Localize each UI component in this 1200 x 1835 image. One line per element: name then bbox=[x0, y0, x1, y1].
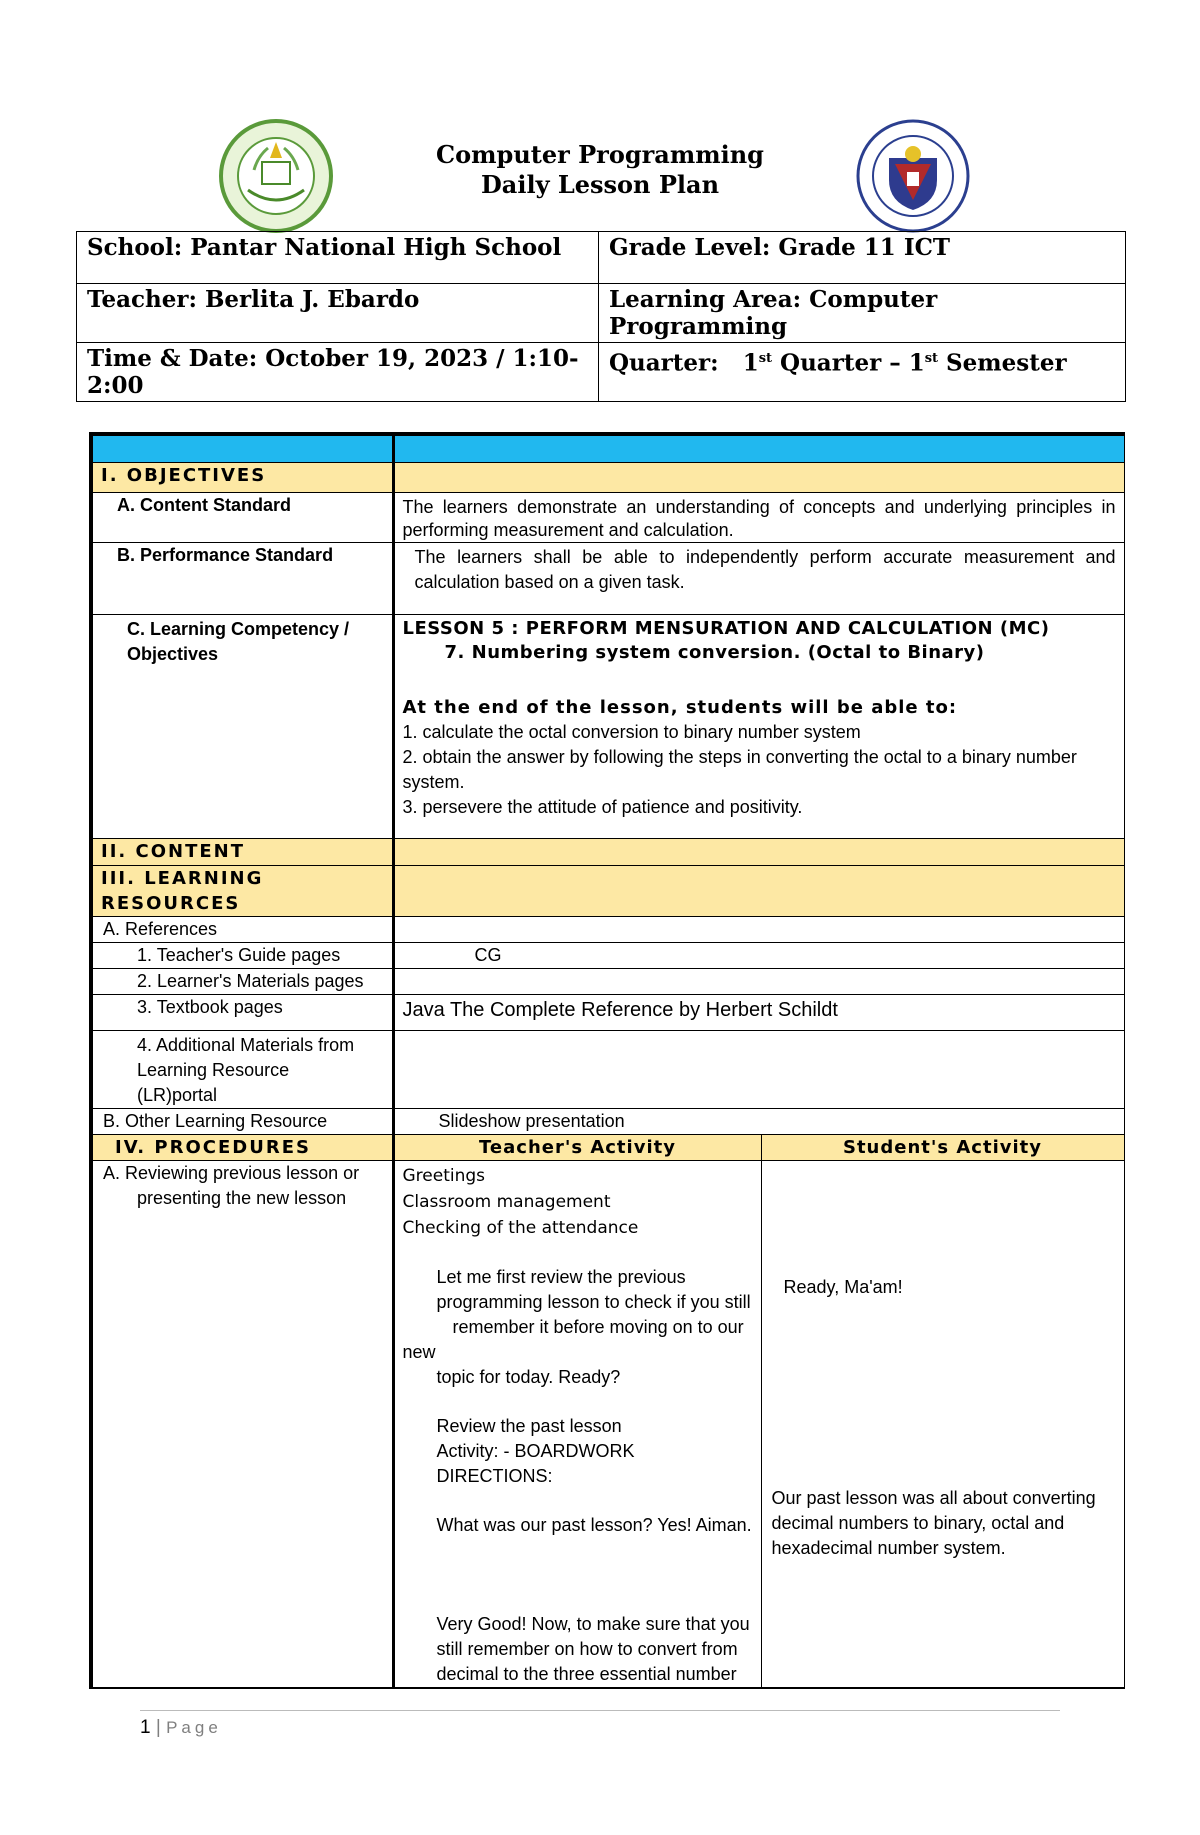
teacher-review-2: programming lesson to check if you still bbox=[436, 1291, 751, 1312]
quarter-number: 1 bbox=[742, 349, 759, 377]
teacher-good-1: Very Good! Now, to make sure that you bbox=[436, 1613, 750, 1634]
learning-resources-row bbox=[91, 865, 1124, 916]
footer-divider bbox=[140, 1710, 1060, 1711]
attendance: Checking of the attendance bbox=[402, 1217, 639, 1238]
school-cell: School: Pantar National High School bbox=[77, 232, 599, 284]
procedures-heading: IV. PROCEDURES bbox=[91, 1134, 393, 1160]
additional-materials-row bbox=[91, 1030, 1124, 1108]
student-activity-cell bbox=[761, 1160, 1124, 1688]
learners-materials-empty bbox=[393, 968, 1124, 994]
performance-standard-text: The learners shall be able to independently perform accurate measurement and calculation based on a given task. bbox=[393, 542, 1124, 614]
classroom-management: Classroom management bbox=[402, 1191, 611, 1212]
competency-row bbox=[91, 614, 1124, 838]
blue-header-row bbox=[91, 434, 1124, 462]
teacher-review-1: Let me first review the previous bbox=[436, 1266, 686, 1287]
additional-materials-wrap bbox=[137, 1033, 372, 1108]
learners-materials-label: 2. Learner's Materials pages bbox=[91, 968, 393, 994]
page-number: 1 bbox=[140, 1717, 151, 1738]
title-line-2: Daily Lesson Plan bbox=[480, 170, 720, 199]
additional-materials-empty bbox=[393, 1030, 1124, 1108]
school-seal-logo bbox=[218, 118, 334, 234]
review-label bbox=[91, 1160, 393, 1688]
other-resource-value: Slideshow presentation bbox=[393, 1108, 1124, 1134]
teacher-activity-header: Teacher's Activity bbox=[393, 1134, 761, 1160]
quarter-sup: st bbox=[758, 351, 773, 366]
lesson-topic: 7. Numbering system conversion. (Octal to Binary) bbox=[444, 641, 985, 663]
objectives-row bbox=[91, 462, 1124, 492]
content-empty bbox=[393, 838, 1124, 865]
review-label-text: A. Reviewing previous lesson or presenting the new lesson bbox=[103, 1162, 360, 1208]
quarter-mid: Quarter – 1 bbox=[772, 349, 925, 377]
teacher-good-3: decimal to the three essential number bbox=[436, 1663, 737, 1684]
teacher-activity-cell bbox=[393, 1160, 761, 1688]
references-empty bbox=[393, 916, 1124, 942]
textbook-label: 3. Textbook pages bbox=[91, 994, 393, 1030]
page-title bbox=[0, 140, 1200, 200]
title-line-1: Computer Programming bbox=[436, 140, 764, 169]
content-heading: II. CONTENT bbox=[91, 838, 393, 865]
textbook-value: Java The Complete Reference by Herbert Schildt bbox=[393, 994, 1124, 1030]
teachers-guide-row bbox=[91, 942, 1124, 968]
quarter-cell bbox=[599, 343, 1126, 402]
teacher-review-3: remember it before moving on to our bbox=[452, 1316, 744, 1337]
blue-cell-right bbox=[393, 434, 1124, 462]
objective-2: 2. obtain the answer by following the steps in converting the octal to a binary number system. bbox=[402, 746, 1077, 792]
objectives-empty bbox=[393, 462, 1124, 492]
teacher-past-3: DIRECTIONS: bbox=[436, 1465, 553, 1486]
info-table bbox=[76, 231, 1126, 402]
content-standard-row bbox=[91, 492, 1124, 542]
procedures-row bbox=[91, 1134, 1124, 1160]
performance-standard-row bbox=[91, 542, 1124, 614]
other-resource-row bbox=[91, 1108, 1124, 1134]
footer-separator: | bbox=[150, 1717, 167, 1738]
semester-sup: st bbox=[924, 351, 939, 366]
references-label: A. References bbox=[91, 916, 393, 942]
teacher-review-5: topic for today. Ready? bbox=[436, 1366, 621, 1387]
content-standard-text: The learners demonstrate an understanding of concepts and underlying principles in performing measurement and calculation. bbox=[393, 492, 1124, 542]
other-resource-label: B. Other Learning Resource bbox=[91, 1108, 393, 1134]
objectives-heading: I. OBJECTIVES bbox=[91, 462, 393, 492]
learners-materials-row bbox=[91, 968, 1124, 994]
teacher-cell: Teacher: Berlita J. Ebardo bbox=[77, 284, 599, 343]
student-ready: Ready, Ma'am! bbox=[783, 1276, 903, 1297]
lesson-title: LESSON 5 : PERFORM MENSURATION AND CALCULATION (MC) bbox=[402, 617, 1050, 639]
end-of-lesson: At the end of the lesson, students will be able to: bbox=[402, 696, 958, 718]
time-date-cell: Time & Date: October 19, 2023 / 1:10-2:00 bbox=[77, 343, 599, 402]
additional-materials-label bbox=[91, 1030, 393, 1108]
page-footer bbox=[140, 1717, 222, 1739]
teacher-good-2: still remember on how to convert from bbox=[436, 1638, 738, 1659]
student-activity-header: Student's Activity bbox=[761, 1134, 1124, 1160]
competency-cell bbox=[393, 614, 1124, 838]
performance-standard-label: B. Performance Standard bbox=[91, 542, 393, 614]
semester-text: Semester bbox=[938, 349, 1067, 377]
lesson-plan-table bbox=[89, 432, 1125, 1689]
teacher-review-4: new bbox=[402, 1341, 436, 1362]
content-standard-label: A. Content Standard bbox=[91, 492, 393, 542]
blue-cell-left bbox=[91, 434, 393, 462]
content-row bbox=[91, 838, 1124, 865]
objective-1: 1. calculate the octal conversion to binary number system bbox=[402, 721, 861, 742]
additional-materials-text: 4. Additional Materials from Learning Resource (LR)portal bbox=[137, 1034, 355, 1105]
teacher-question: What was our past lesson? Yes! Aiman. bbox=[436, 1514, 752, 1535]
grade-level-cell: Grade Level: Grade 11 ICT bbox=[599, 232, 1126, 284]
textbook-row bbox=[91, 994, 1124, 1030]
objective-3: 3. persevere the attitude of patience and positivity. bbox=[402, 796, 803, 817]
deped-seal-logo bbox=[855, 118, 971, 234]
teachers-guide-label: 1. Teacher's Guide pages bbox=[91, 942, 393, 968]
references-row bbox=[91, 916, 1124, 942]
learning-resources-empty bbox=[393, 865, 1124, 916]
learning-resources-heading: III. LEARNING RESOURCES bbox=[91, 865, 393, 916]
greetings: Greetings bbox=[402, 1165, 486, 1186]
quarter-label: Quarter: bbox=[609, 349, 719, 377]
review-row bbox=[91, 1160, 1124, 1688]
page-word: Page bbox=[166, 1718, 222, 1737]
student-answer: Our past lesson was all about converting decimal numbers to binary, octal and hexadecimal number system. bbox=[771, 1487, 1096, 1558]
teachers-guide-value: CG bbox=[393, 942, 1124, 968]
teacher-past-2: Activity: - BOARDWORK bbox=[436, 1440, 635, 1461]
competency-label: C. Learning Competency / Objectives bbox=[91, 614, 393, 838]
learning-area-cell: Learning Area: Computer Programming bbox=[599, 284, 1126, 343]
teacher-past-1: Review the past lesson bbox=[436, 1415, 622, 1436]
